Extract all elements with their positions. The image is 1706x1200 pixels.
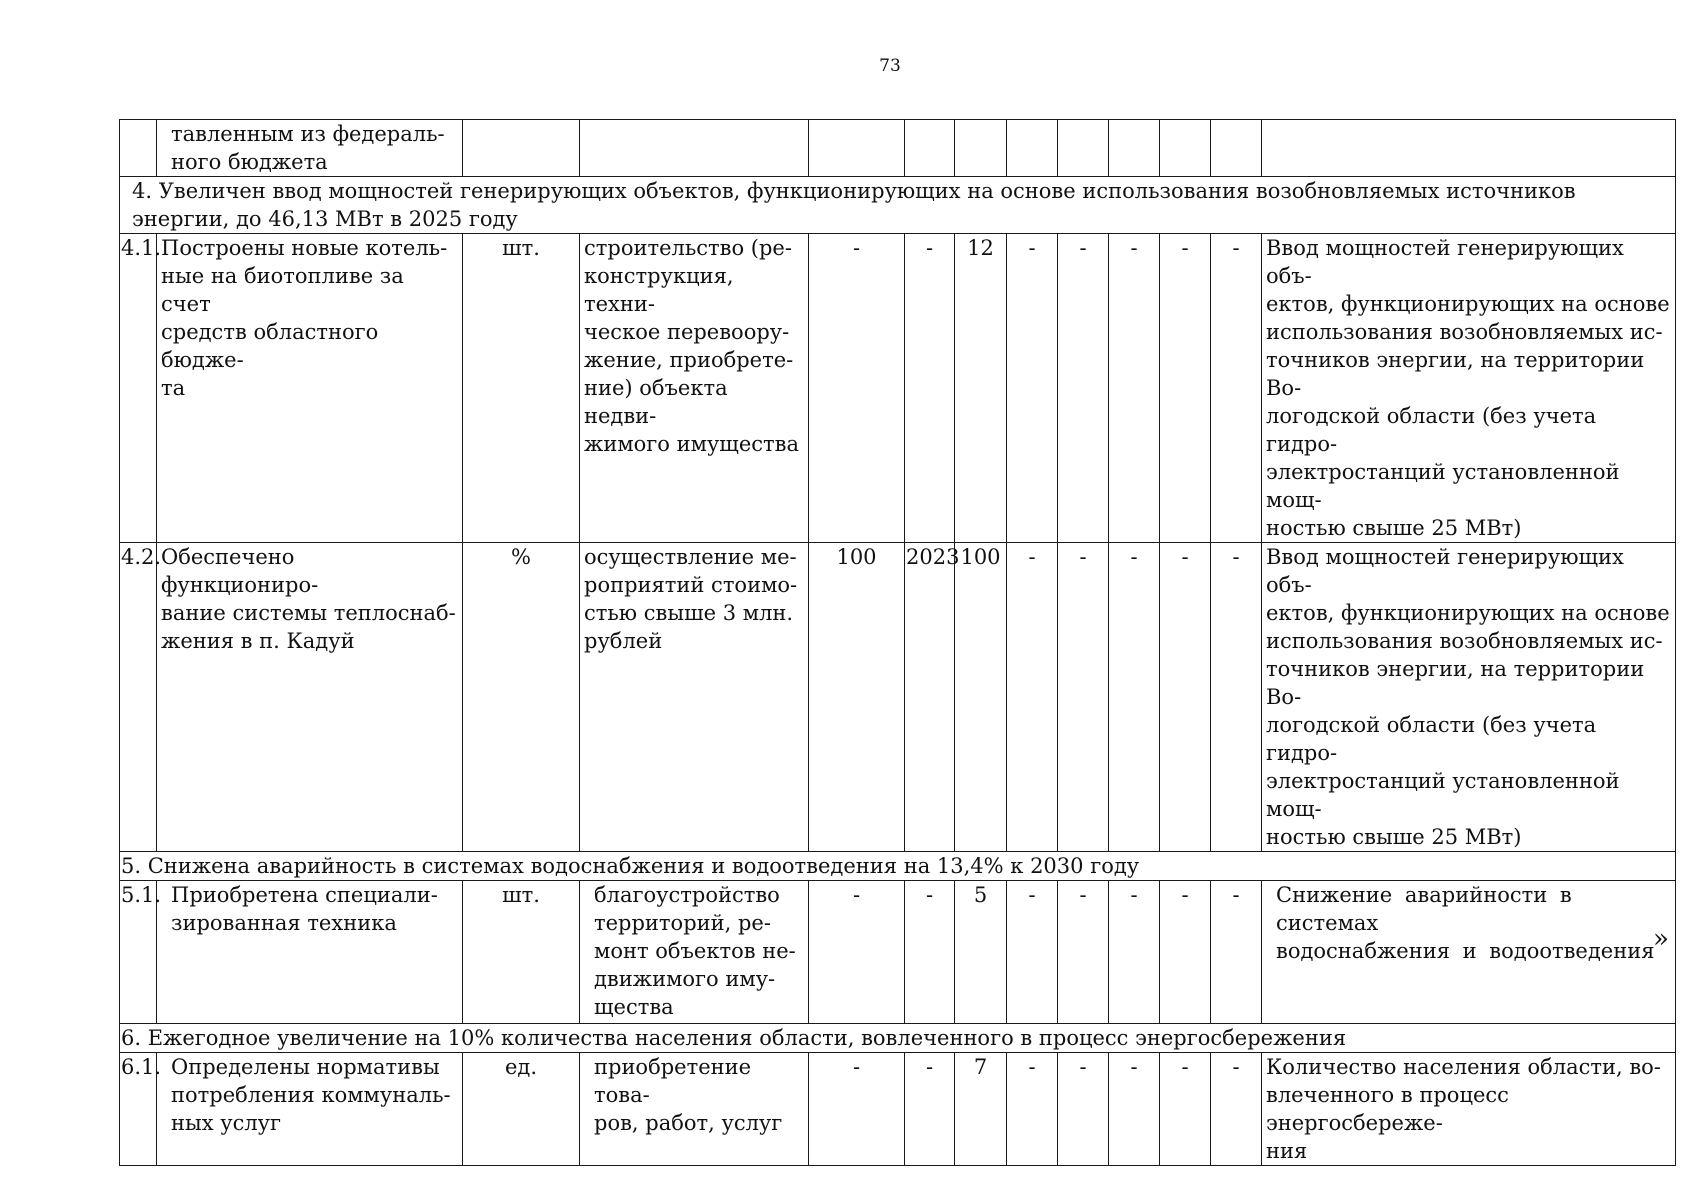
value-2024-cell: 5 [955,881,1007,1024]
row-number: 5.1. [120,881,157,1024]
value-2028-cell: - [1160,1053,1211,1166]
value-2029-cell: - [1211,234,1262,543]
closing-quote: » [1653,924,1669,954]
section-title: 6. Ежегодное увеличение на 10% количества населения области, вовлеченного в процесс энергосбережения [120,1024,1676,1053]
value-2027-cell: - [1109,234,1160,543]
value-2026-cell: - [1058,543,1109,852]
section-title: 4. Увеличен ввод мощностей генерирующих объектов, функционирующих на основе использования возобновляемых источников энергии, до 46,13 МВт в 2025 году [120,177,1676,234]
indicator-cell: Снижение аварийности в системах водоснабжения и водоотведения [1262,881,1676,1024]
unit-cell: шт. [463,881,580,1024]
value-2029-cell: - [1211,1053,1262,1166]
result-name-cell: Обеспечено функциониро- вание системы теплоснаб- жения в п. Кадуй [157,543,463,852]
indicator-cell: Количество населения области, во- влеченного в процесс энергосбереже- ния [1262,1053,1676,1166]
table-row-continuation [120,120,1676,177]
result-name-cell: тавленным из федераль- ного бюджета [157,120,463,177]
value-2027-cell: - [1109,1053,1160,1166]
table-row-5-1 [120,881,1676,1024]
result-name-cell: Построены новые котель- ные на биотопливе за счет средств областного бюдже- та [157,234,463,543]
row-number: 4.2. [120,543,157,852]
value-2025-cell: - [1007,543,1058,852]
direction-cell: благоустройство территорий, ре- монт объектов не- движимого иму- щества [580,881,809,1024]
indicator-cell: Ввод мощностей генерирующих объ- ектов, функционирующих на основе использования возобновляемых ис- точников энергии, на территории Во- логодской области (без учета гидро- электростанций установленной мощ- ностью свыше 25 МВт) [1262,543,1676,852]
value-2028-cell: - [1160,543,1211,852]
unit-cell: ед. [463,1053,580,1166]
base-year-cell: 2023 [905,543,955,852]
value-2024-cell: 12 [955,234,1007,543]
base-year-cell: - [905,234,955,543]
result-name-cell: Приобретена специали- зированная техника [157,881,463,1024]
value-2026-cell: - [1058,234,1109,543]
indicator-cell: Ввод мощностей генерирующих объ- ектов, функционирующих на основе использования возобновляемых ис- точников энергии, на территории Во- логодской области (без учета гидро- электростанций установленной мощ- ностью свыше 25 МВт) [1262,234,1676,543]
direction-cell: приобретение това- ров, работ, услуг [580,1053,809,1166]
value-2027-cell: - [1109,881,1160,1024]
table-row-6-1 [120,1053,1676,1166]
value-2025-cell: - [1007,1053,1058,1166]
base-value-cell: - [809,1053,905,1166]
result-name-cell: Определены нормативы потребления коммуналь- ных услуг [157,1053,463,1166]
unit-cell: шт. [463,234,580,543]
direction-cell: осуществление ме- роприятий стоимо- стью свыше 3 млн. рублей [580,543,809,852]
value-2028-cell: - [1160,881,1211,1024]
section-title: 5. Снижена аварийность в системах водоснабжения и водоотведения на 13,4% к 2030 году [120,852,1676,881]
value-2026-cell: - [1058,881,1109,1024]
row-number: 6.1. [120,1053,157,1166]
page-number: 73 [879,56,901,76]
value-2024-cell: 7 [955,1053,1007,1166]
base-value-cell: 100 [809,543,905,852]
base-year-cell: - [905,1053,955,1166]
value-2029-cell: - [1211,543,1262,852]
value-2025-cell: - [1007,234,1058,543]
section-row-4 [120,177,1676,234]
results-table [119,119,1676,1166]
direction-cell: строительство (ре- конструкция, техни- ческое перевоору- жение, приобрете- ние) объекта недви- жимого имущества [580,234,809,543]
row-number: 4.1. [120,234,157,543]
base-value-cell: - [809,881,905,1024]
value-2025-cell: - [1007,881,1058,1024]
section-row-5 [120,852,1676,881]
value-2029-cell: - [1211,881,1262,1024]
value-2026-cell: - [1058,1053,1109,1166]
value-2028-cell: - [1160,234,1211,543]
unit-cell: % [463,543,580,852]
table-row-4-1 [120,234,1676,543]
base-value-cell: - [809,234,905,543]
value-2024-cell: 100 [955,543,1007,852]
table-row-4-2 [120,543,1676,852]
base-year-cell: - [905,881,955,1024]
value-2027-cell: - [1109,543,1160,852]
section-row-6 [120,1024,1676,1053]
